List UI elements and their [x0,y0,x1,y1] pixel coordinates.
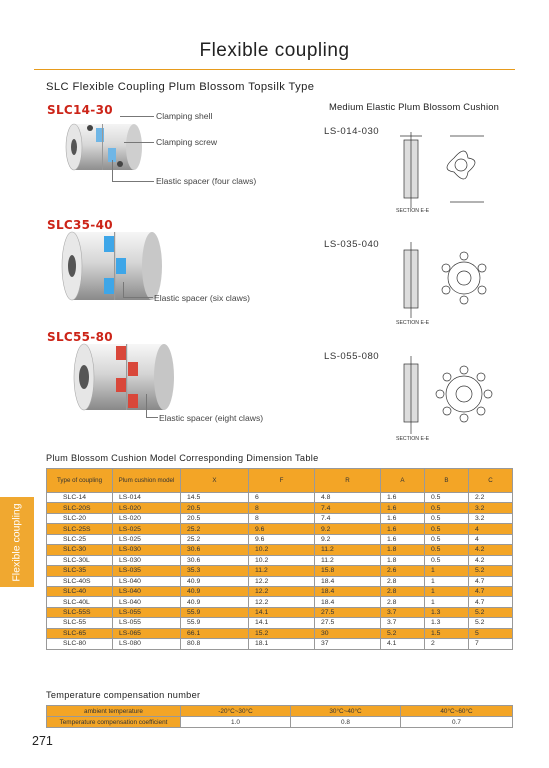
table-cell: LS-025 [113,524,181,534]
header-cell: Plum cushion model [113,469,181,493]
table-cell: 6 [249,493,315,503]
table-cell: LS-040 [113,576,181,586]
table-cell: 3.7 [381,607,425,617]
table-cell: 4.2 [469,555,513,565]
table-cell: LS-055 [113,607,181,617]
table-cell: 0.5 [425,534,469,544]
table-cell: 0.8 [291,717,401,728]
table-cell: 12.2 [249,597,315,607]
table-cell: 11.2 [315,545,381,555]
coupling-image-slc35-40 [58,228,164,306]
table-cell: 1.0 [181,717,291,728]
table-cell: LS-014 [113,493,181,503]
table-row [47,618,513,628]
leader-line [123,282,124,298]
table-cell: 12.2 [249,576,315,586]
table-cell: 15.2 [249,628,315,638]
table-cell: 5.2 [469,618,513,628]
table-cell: 27.5 [315,607,381,617]
table-cell: 20.5 [181,503,249,513]
table-cell: LS-040 [113,586,181,596]
table-cell: 30 [315,628,381,638]
coupling-image-slc55-80 [70,340,176,416]
cushion-title: Medium Elastic Plum Blossom Cushion [329,101,500,112]
table-cell: 11.2 [249,566,315,576]
table-cell: 10.2 [249,545,315,555]
cushion-drawing-6-claws [394,238,514,326]
table-cell: SLC-35 [47,566,113,576]
table-cell: 1.3 [425,607,469,617]
callout-clamping-screw: Clamping screw [156,137,218,147]
table-cell: SLC-55 [47,618,113,628]
table-cell: 12.2 [249,586,315,596]
table-cell: 4.7 [469,576,513,586]
table-cell: SLC-55S [47,607,113,617]
table-cell: 1.5 [425,628,469,638]
table-cell: 2.2 [469,493,513,503]
section-subtitle: SLC Flexible Coupling Plum Blossom Topsilk Type [46,81,315,93]
table-cell: 4 [469,534,513,544]
cushion-drawing-4-claws [394,128,514,216]
table-cell: 10.2 [249,555,315,565]
table-cell: 15.8 [315,566,381,576]
table-cell: 4 [469,524,513,534]
table-row [47,628,513,638]
callout-spacer-eight-claws: Elastic spacer (eight claws) [159,413,264,423]
table-cell: 4.8 [315,493,381,503]
table-cell: LS-035 [113,566,181,576]
side-tab-label: Flexible coupling [10,502,23,582]
table-cell: LS-020 [113,513,181,523]
table-cell: 8 [249,503,315,513]
header-cell: C [469,469,513,493]
dimension-table [46,468,513,650]
table-row [47,534,513,544]
table-cell: 9.6 [249,524,315,534]
leader-line [146,394,147,418]
table-cell: -20°C~30°C [181,706,291,717]
table-cell: 5.2 [469,607,513,617]
table-cell: 2.8 [381,586,425,596]
temp-row-label: ambient temperature [47,706,181,717]
table-cell: SLC-40S [47,576,113,586]
header-cell: Type of coupling [47,469,113,493]
table-cell: SLC-25 [47,534,113,544]
section-label: SECTION E-E [396,320,430,326]
table-row [47,717,513,728]
table-cell: 0.5 [425,503,469,513]
table-cell: 4.1 [381,639,425,649]
table-cell: 40.9 [181,586,249,596]
table-cell: 18.1 [249,639,315,649]
table-cell: 14.1 [249,607,315,617]
table-cell: 7 [469,639,513,649]
table-cell: 2 [425,639,469,649]
table-header-row [47,469,513,493]
temp-row-label: Temperature compensation coefficient [47,717,181,728]
table-cell: 14.1 [249,618,315,628]
table-row [47,513,513,523]
table-cell: SLC-40L [47,597,113,607]
header-cell: B [425,469,469,493]
table-cell: 3.2 [469,503,513,513]
table-cell: 7.4 [315,503,381,513]
table-cell: SLC-40 [47,586,113,596]
table-cell: 0.5 [425,524,469,534]
table-cell: 11.2 [315,555,381,565]
table-cell: 1.8 [381,555,425,565]
table-cell: 55.9 [181,618,249,628]
temperature-table-title: Temperature compensation number [46,690,201,700]
table-cell: 1 [425,576,469,586]
table-cell: 9.2 [315,534,381,544]
table-cell: 3.7 [381,618,425,628]
table-cell: SLC-20S [47,503,113,513]
cushion-label-ls-035-040: LS-035-040 [324,239,380,250]
table-cell: 18.4 [315,586,381,596]
table-row [47,607,513,617]
table-cell: 0.5 [425,555,469,565]
page-number: 271 [32,734,53,748]
model-slc35-40: SLC35-40 [47,218,113,232]
table-cell: LS-080 [113,639,181,649]
table-cell: 2.6 [381,566,425,576]
cushion-label-ls-014-030: LS-014-030 [324,126,380,137]
table-row [47,493,513,503]
table-cell: 18.4 [315,576,381,586]
table-cell: 1 [425,586,469,596]
table-row [47,555,513,565]
table-cell: LS-025 [113,534,181,544]
table-cell: 1 [425,566,469,576]
table-cell: 5.2 [469,566,513,576]
table-cell: 25.2 [181,534,249,544]
table-cell: SLC-25S [47,524,113,534]
table-cell: 30.6 [181,555,249,565]
leader-line [124,142,154,143]
table-cell: SLC-65 [47,628,113,638]
header-cell: R [315,469,381,493]
table-cell: 1.6 [381,503,425,513]
table-cell: 8 [249,513,315,523]
temperature-table [46,705,513,728]
table-cell: LS-065 [113,628,181,638]
table-cell: 1.3 [425,618,469,628]
table-cell: SLC-14 [47,493,113,503]
table-row [47,545,513,555]
table-cell: 3.2 [469,513,513,523]
table-cell: 80.8 [181,639,249,649]
table-cell: LS-030 [113,545,181,555]
table-row [47,639,513,649]
table-cell: 9.2 [315,524,381,534]
table-cell: SLC-30 [47,545,113,555]
table-cell: LS-030 [113,555,181,565]
table-row [47,524,513,534]
leader-line [120,116,154,117]
table-cell: 27.5 [315,618,381,628]
table-cell: 1.6 [381,493,425,503]
table-cell: 30.6 [181,545,249,555]
table-row [47,566,513,576]
table-cell: 9.6 [249,534,315,544]
table-cell: SLC-20 [47,513,113,523]
dimension-table-title: Plum Blossom Cushion Model Corresponding Dimension Table [46,453,319,463]
leader-line [146,417,158,418]
table-cell: 2.8 [381,597,425,607]
table-cell: 1 [425,597,469,607]
model-slc55-80: SLC55-80 [47,330,113,344]
header-cell: A [381,469,425,493]
section-label: SECTION E-E [396,436,430,442]
table-cell: 40°C~60°C [401,706,513,717]
table-cell: 55.9 [181,607,249,617]
table-cell: 4.2 [469,545,513,555]
table-row [47,503,513,513]
page-title: Flexible coupling [199,40,350,61]
cushion-drawing-8-claws [394,352,514,442]
table-cell: 1.6 [381,513,425,523]
table-cell: 1.6 [381,534,425,544]
table-cell: SLC-80 [47,639,113,649]
table-cell: 30°C~40°C [291,706,401,717]
table-cell: 5 [469,628,513,638]
table-row [47,706,513,717]
table-cell: LS-040 [113,597,181,607]
table-cell: 0.5 [425,513,469,523]
header-cell: X [181,469,249,493]
cushion-label-ls-055-080: LS-055-080 [324,351,380,362]
leader-line [123,297,153,298]
table-cell: 2.8 [381,576,425,586]
callout-spacer-four-claws: Elastic spacer (four claws) [156,176,257,186]
table-row [47,576,513,586]
table-cell: 1.6 [381,524,425,534]
table-cell: LS-020 [113,503,181,513]
table-row [47,597,513,607]
leader-line [112,181,154,182]
table-cell: 14.5 [181,493,249,503]
header-cell: F [249,469,315,493]
model-slc14-30: SLC14-30 [47,103,113,117]
coupling-image-slc14-30 [64,118,144,176]
callout-spacer-six-claws: Elastic spacer (six claws) [154,293,250,303]
table-cell: 40.9 [181,576,249,586]
callout-clamping-shell: Clamping shell [156,111,213,121]
table-cell: 1.8 [381,545,425,555]
table-cell: 40.9 [181,597,249,607]
leader-line [112,160,113,182]
table-cell: 4.7 [469,597,513,607]
table-cell: 37 [315,639,381,649]
table-cell: 5.2 [381,628,425,638]
side-tab [0,497,34,587]
table-cell: 0.5 [425,545,469,555]
table-cell: 35.3 [181,566,249,576]
section-label: SECTION E-E [396,208,430,214]
table-cell: 25.2 [181,524,249,534]
table-cell: SLC-30L [47,555,113,565]
table-cell: 0.5 [425,493,469,503]
title-divider [34,69,515,70]
table-cell: 0.7 [401,717,513,728]
table-cell: 7.4 [315,513,381,523]
table-row [47,586,513,596]
table-cell: 20.5 [181,513,249,523]
table-cell: 66.1 [181,628,249,638]
table-cell: 18.4 [315,597,381,607]
table-cell: 4.7 [469,586,513,596]
table-cell: LS-055 [113,618,181,628]
